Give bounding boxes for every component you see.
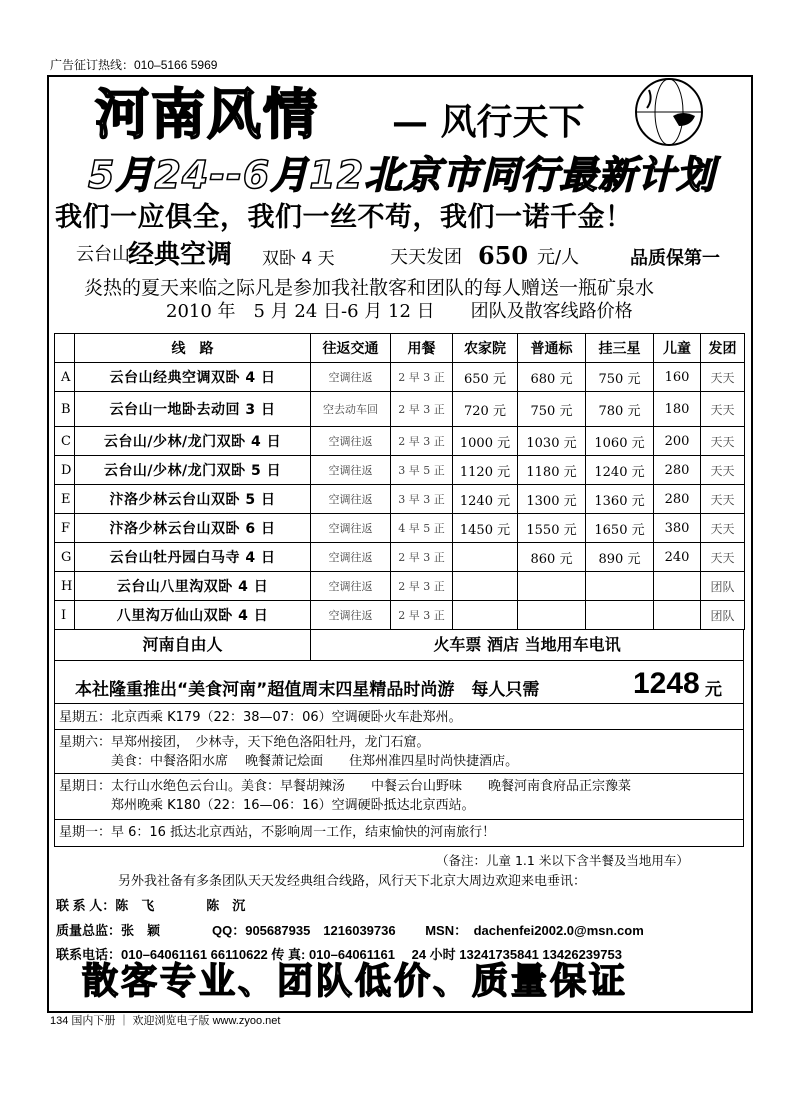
contact-phones: 联系电话：010–64061161 66110622 传 真: 010–64061161 24 小时 13241735841 13426239753 bbox=[56, 947, 622, 962]
price-three-star: 1360 元 bbox=[586, 485, 654, 514]
divider bbox=[55, 703, 743, 704]
route-transport: 空调往返 bbox=[311, 514, 391, 543]
route-depart: 团队 bbox=[701, 601, 745, 630]
price-child: 180 bbox=[654, 392, 701, 427]
header-route: 线 路 bbox=[75, 334, 311, 363]
header-transport: 往返交通 bbox=[311, 334, 391, 363]
price-three-star bbox=[586, 572, 654, 601]
price-farm bbox=[453, 601, 518, 630]
price-standard: 750 元 bbox=[518, 392, 586, 427]
globe-logo-icon bbox=[633, 76, 705, 148]
route-code: A bbox=[55, 363, 75, 392]
route-code: C bbox=[55, 427, 75, 456]
table-row bbox=[55, 543, 745, 572]
route-transport: 空调往返 bbox=[311, 363, 391, 392]
price-standard: 860 元 bbox=[518, 543, 586, 572]
price-child: 280 bbox=[654, 485, 701, 514]
route-code: I bbox=[55, 601, 75, 630]
price-three-star: 750 元 bbox=[586, 363, 654, 392]
food-tour-title: 本社隆重推出“美食河南”超值周末四星精品时尚游 每人只需 bbox=[75, 680, 540, 700]
price-farm: 650 元 bbox=[453, 363, 518, 392]
header-farm: 农家院 bbox=[453, 334, 518, 363]
price-child bbox=[654, 601, 701, 630]
route-depart: 天天 bbox=[701, 363, 745, 392]
route-transport: 空去动车回 bbox=[311, 392, 391, 427]
price-standard bbox=[518, 572, 586, 601]
itinerary-friday: 星期五：北京西乘 K179（22：38—07：06）空调硬卧火车赴郑州。 bbox=[59, 710, 462, 725]
table-row bbox=[55, 601, 745, 630]
price-standard: 1300 元 bbox=[518, 485, 586, 514]
food-tour-box bbox=[54, 661, 744, 847]
table-row bbox=[55, 456, 745, 485]
route-name: 云台山牡丹园白马寺 4 日 bbox=[75, 543, 311, 572]
food-tour-currency: 元 bbox=[705, 680, 722, 700]
route-code: E bbox=[55, 485, 75, 514]
slogan: 我们一应俱全，我们一丝不苟，我们一诺千金！ bbox=[55, 202, 633, 233]
route-meals: 3 早 3 正 bbox=[391, 485, 453, 514]
header-child: 儿童 bbox=[654, 334, 701, 363]
table-row bbox=[55, 427, 745, 456]
offer-quality: 品质保第一 bbox=[630, 248, 720, 269]
header-standard: 普通标 bbox=[518, 334, 586, 363]
route-meals: 2 早 3 正 bbox=[391, 427, 453, 456]
price-farm: 720 元 bbox=[453, 392, 518, 427]
route-meals: 2 早 3 正 bbox=[391, 601, 453, 630]
gift-notice: 炎热的夏天来临之际凡是参加我社散客和团队的每人赠送一瓶矿泉水 bbox=[84, 277, 655, 299]
route-name: 云台山经典空调双卧 4 日 bbox=[75, 363, 311, 392]
header-code bbox=[55, 334, 75, 363]
route-meals: 2 早 3 正 bbox=[391, 392, 453, 427]
route-meals: 4 早 5 正 bbox=[391, 514, 453, 543]
price-three-star: 890 元 bbox=[586, 543, 654, 572]
route-transport: 空调往返 bbox=[311, 485, 391, 514]
price-three-star: 1060 元 bbox=[586, 427, 654, 456]
price-standard: 680 元 bbox=[518, 363, 586, 392]
header-depart: 发团 bbox=[701, 334, 745, 363]
price-three-star: 1650 元 bbox=[586, 514, 654, 543]
price-child bbox=[654, 572, 701, 601]
route-code: H bbox=[55, 572, 75, 601]
route-meals: 2 早 3 正 bbox=[391, 543, 453, 572]
bottom-slogan: 散客专业、团队低价、质量保证 bbox=[82, 961, 629, 1002]
itinerary-saturday-2: 美食：中餐洛阳水席 晚餐萧记烩面 住郑州准四星时尚快捷酒店。 bbox=[59, 754, 519, 769]
route-meals: 2 早 3 正 bbox=[391, 363, 453, 392]
route-transport: 空调往返 bbox=[311, 601, 391, 630]
route-name: 八里沟万仙山双卧 4 日 bbox=[75, 601, 311, 630]
header-three-star: 挂三星 bbox=[586, 334, 654, 363]
price-farm: 1000 元 bbox=[453, 427, 518, 456]
itinerary-monday: 星期一：早 6：16 抵达北京西站，不影响周一工作，结束愉快的河南旅行！ bbox=[59, 825, 496, 840]
route-depart: 团队 bbox=[701, 572, 745, 601]
main-title: 河南风情 bbox=[95, 83, 319, 146]
price-farm: 1450 元 bbox=[453, 514, 518, 543]
route-depart: 天天 bbox=[701, 456, 745, 485]
table-header-row bbox=[55, 334, 745, 363]
route-transport: 空调往返 bbox=[311, 543, 391, 572]
price-child: 280 bbox=[654, 456, 701, 485]
route-depart: 天天 bbox=[701, 392, 745, 427]
route-meals: 3 早 5 正 bbox=[391, 456, 453, 485]
price-child: 380 bbox=[654, 514, 701, 543]
offer-mountain: 云台山 bbox=[76, 244, 130, 265]
table-row bbox=[55, 514, 745, 543]
price-child: 240 bbox=[654, 543, 701, 572]
free-traveler-label: 河南自由人 bbox=[55, 630, 311, 660]
services-label: 火车票 酒店 当地用车电讯 bbox=[433, 635, 621, 654]
food-tour-price: 1248 bbox=[633, 667, 700, 700]
itinerary-sunday-1: 星期日：太行山水绝色云台山。美食：早餐胡辣汤 中餐云台山野味 晚餐河南食府品正宗豫菜 bbox=[59, 779, 632, 794]
price-farm: 1120 元 bbox=[453, 456, 518, 485]
divider bbox=[55, 729, 743, 730]
offer-product: 经典空调 bbox=[128, 240, 233, 270]
price-farm bbox=[453, 543, 518, 572]
header-meals: 用餐 bbox=[391, 334, 453, 363]
itinerary-saturday-1: 星期六：早郑州接团， 少林寺，天下绝色洛阳牡丹，龙门石窟。 bbox=[59, 735, 430, 750]
contact-persons: 联 系 人：陈 飞 陈 沉 bbox=[56, 898, 246, 913]
route-depart: 天天 bbox=[701, 427, 745, 456]
route-code: B bbox=[55, 392, 75, 427]
route-code: D bbox=[55, 456, 75, 485]
price-standard: 1550 元 bbox=[518, 514, 586, 543]
ad-hotline: 广告征订热线：010–5166 5969 bbox=[50, 58, 218, 72]
itinerary-sunday-2: 郑州晚乘 K180（22：16—06：16）空调硬卧抵达北京西站。 bbox=[59, 798, 475, 813]
offer-unit: 元/人 bbox=[537, 247, 580, 268]
price-standard: 1030 元 bbox=[518, 427, 586, 456]
route-code: F bbox=[55, 514, 75, 543]
price-child: 160 bbox=[654, 363, 701, 392]
route-name: 汴洛少林云台山双卧 6 日 bbox=[75, 514, 311, 543]
route-meals: 2 早 3 正 bbox=[391, 572, 453, 601]
route-transport: 空调往返 bbox=[311, 427, 391, 456]
table-row bbox=[55, 363, 745, 392]
table-row bbox=[55, 485, 745, 514]
price-standard bbox=[518, 601, 586, 630]
route-name: 云台山/少林/龙门双卧 4 日 bbox=[75, 427, 311, 456]
offer-daily: 天天发团 bbox=[390, 247, 462, 268]
table-row bbox=[55, 572, 745, 601]
offer-price: 650 bbox=[478, 241, 529, 270]
route-code: G bbox=[55, 543, 75, 572]
quality-director-qq-msn: 质量总监：张 颖 QQ：905687935 1216039736 MSN： dachenfei2002.0@msn.com bbox=[56, 923, 644, 938]
child-note: （备注：儿童 1.1 米以下含半餐及当地用车） bbox=[436, 853, 689, 868]
date-range-line: 2010 年 5 月 24 日-6 月 12 日 团队及散客线路价格 bbox=[166, 301, 633, 322]
offer-duration: 双卧 4 天 bbox=[262, 249, 335, 269]
price-three-star: 1240 元 bbox=[586, 456, 654, 485]
price-three-star bbox=[586, 601, 654, 630]
divider bbox=[55, 819, 743, 820]
sub-title: — 风行天下 bbox=[392, 101, 585, 143]
route-name: 汴洛少林云台山双卧 5 日 bbox=[75, 485, 311, 514]
route-depart: 天天 bbox=[701, 543, 745, 572]
route-name: 云台山八里沟双卧 4 日 bbox=[75, 572, 311, 601]
more-routes-notice: 另外我社备有多条团队天天发经典组合线路，风行天下北京大周边欢迎来电垂讯： bbox=[118, 874, 587, 889]
free-traveler-row bbox=[54, 630, 744, 661]
plan-title: 5月24--6月12北京市同行最新计划 bbox=[88, 153, 716, 197]
route-price-table bbox=[54, 333, 745, 630]
page-footer: 134 国内下册 ｜ 欢迎浏览电子版 www.zyoo.net bbox=[50, 1015, 281, 1027]
price-standard: 1180 元 bbox=[518, 456, 586, 485]
price-child: 200 bbox=[654, 427, 701, 456]
route-transport: 空调往返 bbox=[311, 572, 391, 601]
price-three-star: 780 元 bbox=[586, 392, 654, 427]
table-row bbox=[55, 392, 745, 427]
price-farm: 1240 元 bbox=[453, 485, 518, 514]
divider bbox=[55, 773, 743, 774]
route-name: 云台山/少林/龙门双卧 5 日 bbox=[75, 456, 311, 485]
route-depart: 天天 bbox=[701, 514, 745, 543]
route-transport: 空调往返 bbox=[311, 456, 391, 485]
price-farm bbox=[453, 572, 518, 601]
route-name: 云台山一地卧去动回 3 日 bbox=[75, 392, 311, 427]
route-depart: 天天 bbox=[701, 485, 745, 514]
